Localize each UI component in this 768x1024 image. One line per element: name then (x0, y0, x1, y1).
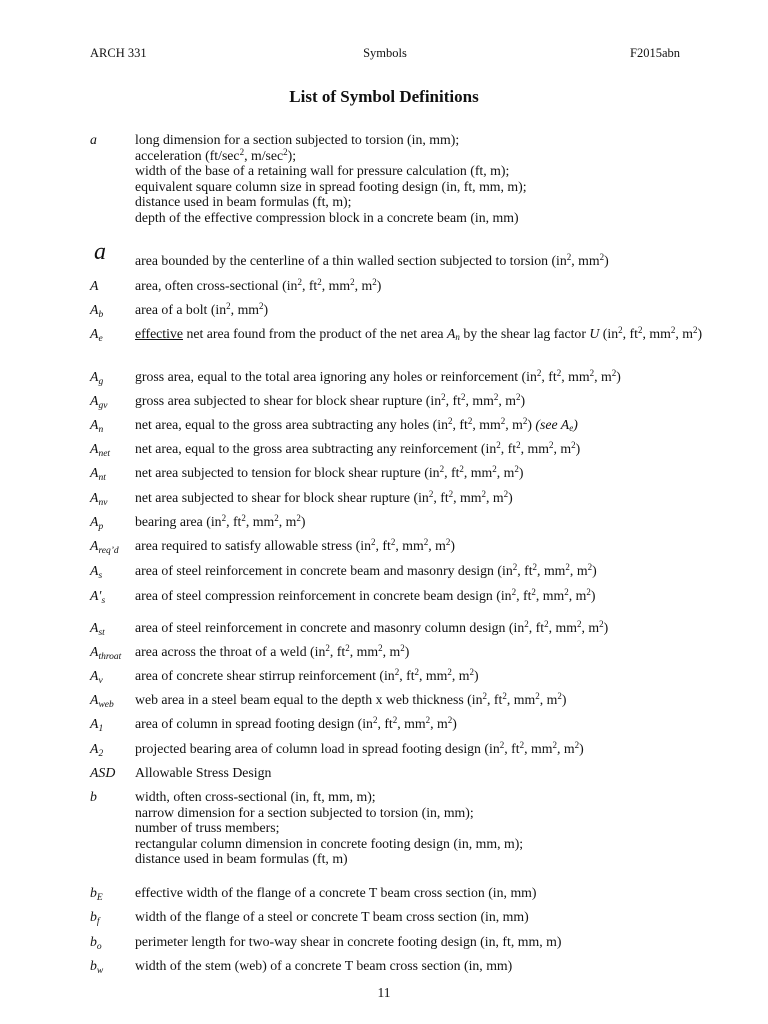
symbol (90, 716, 135, 738)
symbol-definition (135, 369, 705, 385)
symbol (90, 588, 135, 610)
symbol (90, 302, 135, 324)
symbol-definition (135, 302, 705, 318)
definition-line: net area subjected to tension for block shear rupture ($in^2$, $ft^2$, $mm^2$, $m^2$) (135, 464, 524, 480)
symbol-subscript: o (96, 942, 102, 952)
symbol-definition (135, 538, 705, 554)
symbol-base: A (90, 741, 99, 756)
symbol-definition (135, 514, 705, 530)
definition-line: gross area, equal to the total area ignoring any holes or reinforcement ($in^2$, $ft^2$, $mm^2$, $m^2$) (135, 368, 621, 384)
symbol-subscript: 1 (98, 724, 104, 734)
symbol-subscript: v (98, 676, 103, 686)
symbol-definition (135, 644, 705, 660)
symbol-definition (135, 885, 705, 901)
symbol-base: b (90, 958, 97, 973)
symbol-base: A (90, 563, 99, 578)
symbol (90, 326, 135, 348)
symbol-definition (135, 789, 705, 867)
symbol-base: ASD (90, 765, 116, 780)
definition-line: width of the base of a retaining wall for pressure calculation (ft, m); (135, 163, 510, 178)
symbol-definition (135, 958, 705, 974)
symbol-definition (135, 132, 705, 225)
definition-line: area across the throat of a weld ($in^2$, $ft^2$, $mm^2$, $m^2$) (135, 643, 410, 659)
symbol-base: A (90, 644, 99, 659)
symbol-definition (135, 326, 705, 342)
symbol-base: A (90, 538, 99, 553)
symbol-base: A (90, 465, 99, 480)
page-title: List of Symbol Definitions (289, 87, 479, 106)
symbol-subscript: s (101, 596, 106, 606)
symbol-subscript: st (98, 628, 105, 638)
symbol-base: A (90, 326, 99, 341)
symbol (90, 563, 135, 585)
definition-line: area of steel reinforcement in concrete and masonry column design ($in^2$, $ft^2$, $mm^2$, $m^2$) (135, 619, 609, 635)
definition-line: width, often cross-sectional (in, ft, mm, m); (135, 789, 376, 804)
symbol-base: A (90, 620, 99, 635)
symbol-definition (135, 668, 705, 684)
definition-line: area of steel reinforcement in concrete beam and masonry design ($in^2$, $ft^2$, $mm^2$, $m^2$) (135, 562, 597, 578)
symbol (90, 692, 135, 714)
symbol-base: A (90, 278, 99, 293)
definition-line: width of the stem (web) of a concrete T beam cross section (in, mm) (135, 958, 513, 973)
symbol (90, 668, 135, 690)
definition-line: Allowable Stress Design (135, 765, 272, 780)
definition-line: net area subjected to shear for block shear rupture ($in^2$, $ft^2$, $mm^2$, $m^2$) (135, 489, 513, 505)
symbol-subscript: n (98, 425, 104, 435)
symbol (90, 620, 135, 642)
symbol (90, 789, 135, 805)
symbol (90, 958, 135, 980)
symbol-subscript: gv (98, 401, 108, 411)
symbol-definition (135, 393, 705, 409)
course-code: ARCH 331 (90, 46, 147, 60)
symbol-base: b (90, 909, 97, 924)
definition-line: area of concrete shear stirrup reinforcement ($in^2$, $ft^2$, $mm^2$, $m^2$) (135, 667, 479, 683)
symbol-subscript: E (96, 893, 103, 903)
symbol-definition (135, 465, 705, 481)
symbol (90, 885, 135, 907)
symbol-subscript: nt (98, 473, 106, 483)
definition-line: gross area subjected to shear for block shear rupture ($in^2$, $ft^2$, $mm^2$, $m^2$) (135, 392, 526, 408)
definition-line: perimeter length for two-way shear in concrete footing design (in, ft, mm, m) (135, 934, 562, 949)
symbol-subscript: web (98, 700, 114, 710)
symbol (90, 393, 135, 415)
symbol (90, 538, 135, 560)
symbol-base: A (90, 692, 99, 707)
symbol (94, 239, 139, 265)
symbol-definition (135, 716, 705, 732)
definition-line: equivalent square column size in spread footing design (in, ft, mm, m); (135, 178, 527, 194)
definition-line: web area in a steel beam equal to the depth x web thickness ($in^2$, $ft^2$, $mm^2$, $m^2$) (135, 691, 567, 707)
symbol-base: A′ (90, 588, 102, 603)
definition-line: projected bearing area of column load in spread footing design ($in^2$, $ft^2$, $mm^2$, $m^2$) (135, 740, 584, 756)
definition-line: width of the flange of a steel or concrete T beam cross section (in, mm) (135, 909, 529, 924)
definition-line: long dimension for a section subjected to torsion (in, mm); (135, 132, 460, 147)
symbol (90, 278, 135, 294)
definition-line: narrow dimension for a section subjected to torsion (in, mm); (135, 804, 474, 820)
definition-line: area, often cross-sectional ($in^2$, $ft^2$, $mm^2$, $m^2$) (135, 277, 382, 293)
symbol-definition (135, 490, 705, 506)
definition-line: area bounded by the centerline of a thin walled section subjected to torsion ($in^2$, $mm^2$) (135, 252, 609, 268)
symbol-subscript: w (96, 966, 104, 976)
symbol-subscript: e (98, 334, 103, 344)
symbol-subscript: p (98, 522, 104, 532)
symbol-base: a (90, 132, 97, 147)
symbol (90, 490, 135, 512)
symbol-base: A (90, 417, 99, 432)
symbol-definition (135, 934, 705, 950)
symbol-base: b (90, 934, 97, 949)
symbol-subscript: net (98, 449, 111, 459)
symbol (90, 934, 135, 956)
definition-line: net area, equal to the gross area subtracting any holes ($in^2$, $ft^2$, $mm^2$, $m^2$) (see $A_e$) (135, 416, 578, 433)
symbol (90, 644, 135, 666)
symbol-definition (135, 417, 705, 433)
symbol-subscript: 2 (98, 749, 104, 759)
term-code: F2015abn (630, 46, 680, 60)
definition-line: number of truss members; (135, 820, 280, 835)
symbol (90, 417, 135, 439)
symbol-base: A (90, 393, 99, 408)
symbol (90, 465, 135, 487)
symbol-base: A (90, 716, 99, 731)
symbol (90, 369, 135, 391)
symbol-definition (135, 620, 705, 636)
definition-line: area of a bolt ($in^2$, $mm^2$) (135, 301, 269, 317)
symbol-base: A (90, 441, 99, 456)
definition-line: distance used in beam formulas (ft, m) (135, 851, 348, 866)
symbol-base: A (90, 490, 99, 505)
symbol-definition (135, 253, 705, 269)
definition-line: acceleration ($ft/\sec^2$, $m/\sec^2$); (135, 146, 297, 163)
section-name: Symbols (363, 46, 407, 60)
symbol-definition (135, 909, 705, 925)
definition-line: net area, equal to the gross area subtracting any reinforcement ($in^2$, $ft^2$, $mm^2$, $m^2$) (135, 440, 581, 456)
definition-line: depth of the effective compression block in a concrete beam (in, mm) (135, 209, 519, 225)
symbol-base: A (90, 668, 99, 683)
definition-line: effective width of the flange of a concrete T beam cross section (in, mm) (135, 885, 537, 900)
symbol-base: A (90, 302, 99, 317)
page-header (90, 46, 680, 62)
definition-line: distance used in beam formulas (ft, m); (135, 194, 352, 209)
definition-line: rectangular column dimension in concrete footing design (in, mm, m); (135, 835, 524, 851)
symbol-definition (135, 278, 705, 294)
symbol-subscript: throat (98, 652, 122, 662)
symbol-base: A (90, 514, 99, 529)
symbol-base: A (90, 369, 99, 384)
symbol-subscript: nv (98, 498, 108, 508)
symbol-base: b (90, 885, 97, 900)
definition-line: area of column in spread footing design ($in^2$, $ft^2$, $mm^2$, $m^2$) (135, 715, 457, 731)
symbol-subscript: b (98, 310, 104, 320)
symbol-definition (135, 765, 705, 781)
definition-line: effective net area found from the product of the net area $A_n$ by the shear lag factor U ($in^2$, $ft^2$, $mm^2$, $m^2$) (135, 325, 703, 342)
symbol-base: a (94, 239, 106, 265)
definition-line: area required to satisfy allowable stress ($in^2$, $ft^2$, $mm^2$, $m^2$) (135, 537, 455, 553)
symbol-subscript: g (98, 377, 104, 387)
definition-line: area of steel compression reinforcement in concrete beam design ($in^2$, $ft^2$, $mm^2$, $m^2$) (135, 587, 596, 603)
symbol (90, 132, 135, 148)
symbol-definition (135, 692, 705, 708)
symbol-definition (135, 563, 705, 579)
definition-line: bearing area ($in^2$, $ft^2$, $mm^2$, $m^2$) (135, 513, 306, 529)
symbol-subscript: s (98, 571, 103, 581)
symbol-definition (135, 741, 705, 757)
page-number: 11 (377, 985, 391, 1000)
symbol (90, 514, 135, 536)
symbol-definition (135, 588, 705, 604)
symbol-subscript: f (96, 917, 100, 927)
symbol-definition (135, 441, 705, 457)
symbol-base: b (90, 789, 97, 804)
symbol (90, 909, 135, 931)
symbol-subscript: req’d (98, 546, 119, 556)
symbol (90, 741, 135, 763)
symbol (90, 765, 135, 781)
symbol (90, 441, 135, 463)
